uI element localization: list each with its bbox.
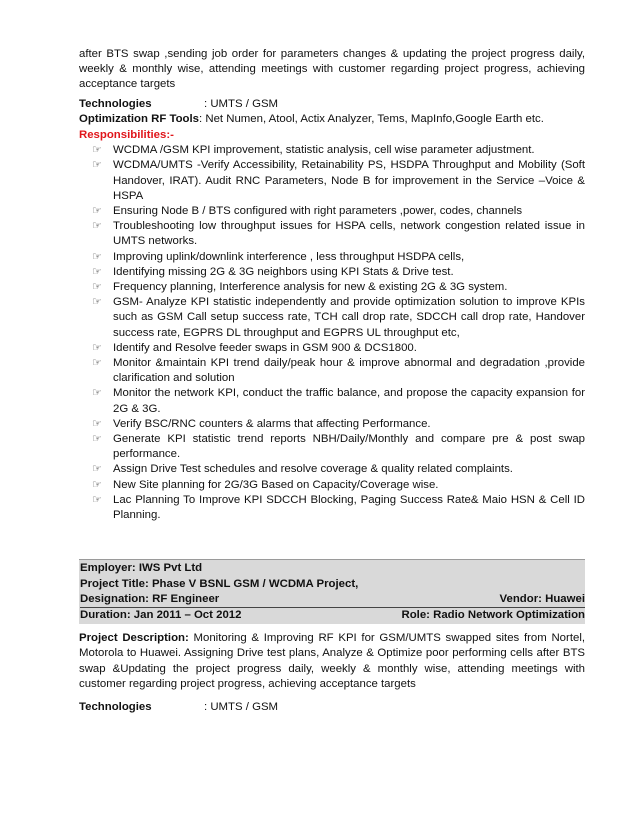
pointing-hand-icon: ☞ xyxy=(92,357,102,370)
responsibility-text: Troubleshooting low throughput issues for HSPA cells, network congestion related issue in UMTS networks. xyxy=(113,220,585,248)
pointing-hand-icon: ☞ xyxy=(92,478,102,491)
duration: Duration: Jan 2011 – Oct 2012 xyxy=(80,608,242,621)
rf-tools-label: Optimization RF Tools xyxy=(79,112,200,125)
responsibility-text: Identifying missing 2G & 3G neighbors using KPI Stats & Drive test. xyxy=(113,265,454,278)
responsibility-item xyxy=(79,143,585,158)
project-description xyxy=(79,631,585,692)
responsibility-item xyxy=(79,386,585,416)
employer-line xyxy=(80,561,585,576)
pointing-hand-icon: ☞ xyxy=(92,433,102,446)
responsibilities-heading: Responsibilities:- xyxy=(79,129,174,142)
pointing-hand-icon: ☞ xyxy=(92,281,102,294)
duration-line xyxy=(80,607,585,623)
pointing-hand-icon: ☞ xyxy=(92,220,102,233)
pointing-hand-icon: ☞ xyxy=(92,205,102,218)
responsibility-text: Generate KPI statistic trend reports NBH/Daily/Monthly and compare pre & post swap performance. xyxy=(113,433,585,461)
pointing-hand-icon: ☞ xyxy=(92,144,102,157)
role: Role: Radio Network Optimization xyxy=(401,608,585,621)
pointing-hand-icon: ☞ xyxy=(92,387,102,400)
pointing-hand-icon: ☞ xyxy=(92,341,102,354)
responsibility-item xyxy=(79,417,585,432)
designation-line xyxy=(80,592,585,607)
responsibility-text: Monitor &maintain KPI trend daily/peak hour & improve abnormal and degradation ,provide clarification and solution xyxy=(113,357,585,385)
responsibility-text: Assign Drive Test schedules and resolve coverage & quality related complaints. xyxy=(113,463,513,476)
responsibility-item xyxy=(79,341,585,356)
responsibility-item xyxy=(79,250,585,265)
responsibility-item xyxy=(79,493,585,523)
responsibility-text: Verify BSC/RNC counters & alarms that affecting Performance. xyxy=(113,417,431,430)
pointing-hand-icon: ☞ xyxy=(92,159,102,172)
responsibility-text: Improving uplink/downlink interference , less throughput HSDPA cells, xyxy=(113,250,465,263)
technologies-value: : UMTS / GSM xyxy=(204,97,279,110)
responsibility-item xyxy=(79,204,585,219)
project-description-label: Project Description: xyxy=(79,632,189,645)
rf-tools-value: : Net Numen, Atool, Actix Analyzer, Tems, MapInfo,Google Earth etc. xyxy=(199,112,544,125)
pointing-hand-icon: ☞ xyxy=(92,296,102,309)
technologies-value-2: : UMTS / GSM xyxy=(204,700,279,713)
responsibility-item xyxy=(79,432,585,462)
technologies-label-2: Technologies xyxy=(79,700,152,713)
responsibility-item xyxy=(79,295,585,341)
responsibility-text: WCDMA /GSM KPI improvement, statistic analysis, cell wise parameter adjustment. xyxy=(113,144,535,157)
responsibility-item xyxy=(79,462,585,477)
project-title: Project Title: Phase V BSNL GSM / WCDMA Project, xyxy=(80,577,359,590)
responsibility-text: Lac Planning To Improve KPI SDCCH Blocking, Paging Success Rate& Maio HSN & Cell ID Planning. xyxy=(113,493,585,522)
vendor: Vendor: Huawei xyxy=(499,592,585,605)
responsibility-text: Frequency planning, Interference analysis for new & existing 2G & 3G system. xyxy=(113,281,508,294)
responsibility-item xyxy=(79,265,585,280)
responsibility-text: WCDMA/UMTS -Verify Accessibility, Retainability PS, HSDPA Throughput and Mobility (Soft Handover, IRAT). Audit RNC Parameters, Node B for improvement in the Service –Voice & HSPA xyxy=(113,159,585,202)
intro-paragraph: after BTS swap ,sending job order for parameters changes & updating the project progress daily, weekly & monthly wise, attending meetings with customer regarding project progress, achieving acceptance targets xyxy=(79,48,585,91)
responsibility-text: Monitor the network KPI, conduct the traffic balance, and propose the capacity expansion for 2G & 3G. xyxy=(113,387,585,415)
technologies-label: Technologies xyxy=(79,97,152,110)
responsibility-item xyxy=(79,219,585,249)
technologies-row xyxy=(79,97,585,112)
employer-box xyxy=(79,559,585,624)
responsibility-item xyxy=(79,280,585,295)
employer-name: Employer: IWS Pvt Ltd xyxy=(80,562,203,575)
designation: Designation: RF Engineer xyxy=(80,592,220,605)
technologies-row-2 xyxy=(79,700,585,715)
responsibility-item xyxy=(79,158,585,204)
responsibility-item xyxy=(79,356,585,386)
responsibilities-list xyxy=(79,143,585,523)
rf-tools-row xyxy=(79,112,585,127)
responsibility-text: New Site planning for 2G/3G Based on Capacity/Coverage wise. xyxy=(113,478,439,491)
pointing-hand-icon: ☞ xyxy=(92,265,102,278)
responsibility-item xyxy=(79,478,585,493)
responsibility-text: GSM- Analyze KPI statistic independently and provide optimization solution to improve KPIs such as GSM Call setup success rate, TCH call drop rate, SDCCH call drop rate, Handover success rate, EGPRS DL throughput and EGPRS UL throughput etc, xyxy=(113,296,585,339)
resume-page xyxy=(79,47,585,715)
responsibility-text: Identify and Resolve feeder swaps in GSM 900 & DCS1800. xyxy=(113,341,417,354)
section-spacer xyxy=(79,523,585,559)
responsibility-text: Ensuring Node B / BTS configured with right parameters ,power, codes, channels xyxy=(113,205,523,218)
project-description-text: Monitoring & Improving RF KPI for GSM/UMTS swapped sites from Nortel, Motorola to Huawei. Assigning Drive test plans, Analyze & Optimize poor performing cells after BTS swap &Updating the project progress daily, weekly & monthly wise, attending meetings with customer regarding project progress, achieving acceptance targets xyxy=(79,632,586,690)
pointing-hand-icon: ☞ xyxy=(92,463,102,476)
pointing-hand-icon: ☞ xyxy=(92,493,102,506)
pointing-hand-icon: ☞ xyxy=(92,417,102,430)
pointing-hand-icon: ☞ xyxy=(92,250,102,263)
project-title-line xyxy=(80,577,585,592)
